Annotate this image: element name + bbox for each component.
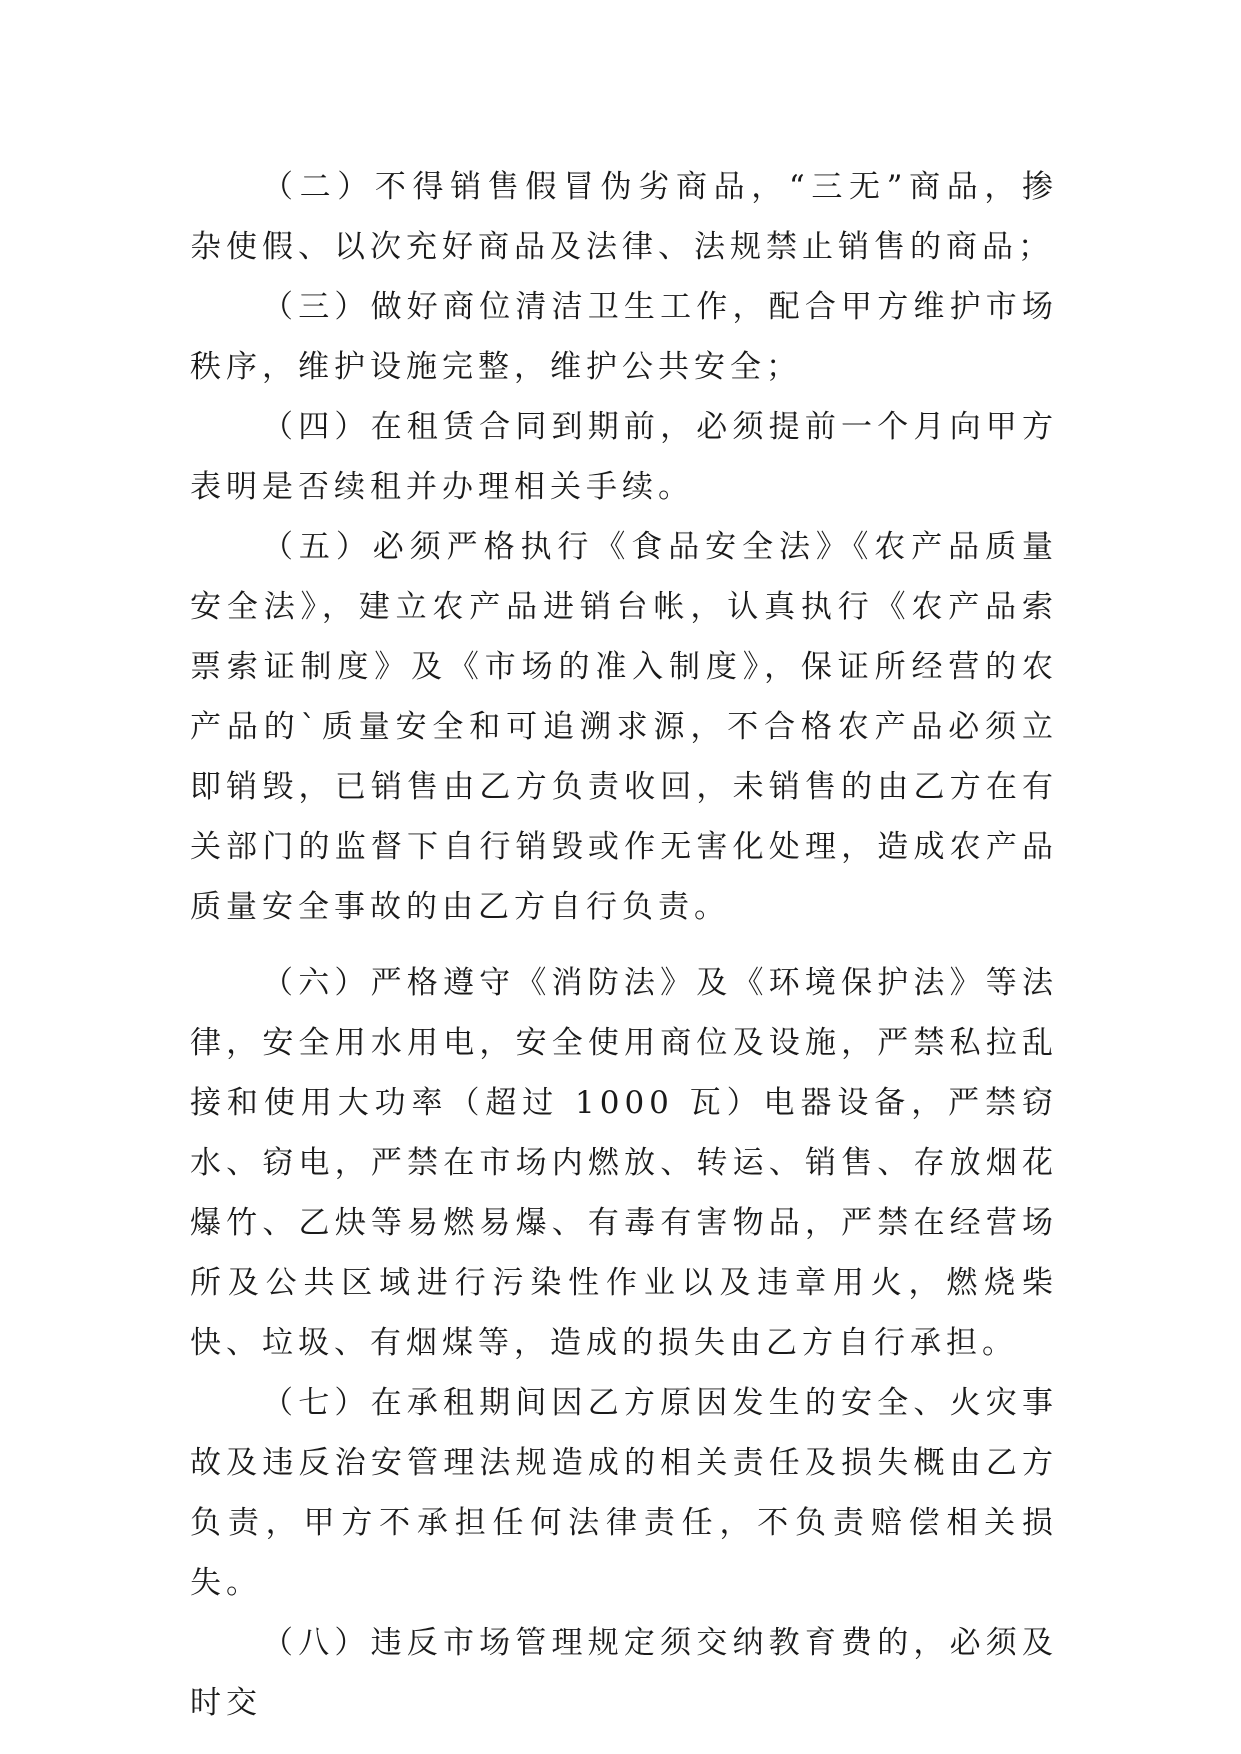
clause-2: （二）不得销售假冒伪劣商品，“三无”商品，掺杂使假、以次充好商品及法律、法规禁止销售的商品； bbox=[190, 169, 1058, 265]
clause-5: （五）必须严格执行《食品安全法》《农产品质量安全法》，建立农产品进销台帐，认真执行《农产品索票索证制度》及《市场的准入制度》，保证所经营的农产品的`质量安全和可追溯求源，不合格农产品必须立即销毁，已销售由乙方负责收回，未销售的由乙方在有关部门的监督下自行销毁或作无害化处理，造成农产品质量安全事故的由乙方自行负责。 bbox=[190, 529, 1058, 925]
clause-3: （三）做好商位清洁卫生工作，配合甲方维护市场秩序，维护设施完整，维护公共安全； bbox=[190, 289, 1058, 385]
clause-7: （七）在承租期间因乙方原因发生的安全、火灾事故及违反治安管理法规造成的相关责任及损失概由乙方负责，甲方不承担任何法律责任，不负责赔偿相关损失。 bbox=[190, 1385, 1058, 1601]
clause-8: （八）违反市场管理规定须交纳教育费的，必须及时交 bbox=[190, 1625, 1058, 1721]
document-body bbox=[190, 157, 1058, 1733]
clause-4: （四）在租赁合同到期前，必须提前一个月向甲方表明是否续租并办理相关手续。 bbox=[190, 409, 1058, 505]
clause-6: （六）严格遵守《消防法》及《环境保护法》等法律，安全用水用电，安全使用商位及设施，严禁私拉乱接和使用大功率（超过 1000 瓦）电器设备，严禁窃水、窃电，严禁在市场内燃放、转运、销售、存放烟花爆竹、乙炔等易燃易爆、有毒有害物品，严禁在经营场所及公共区域进行污染性作业以及违章用火，燃烧柴快、垃圾、有烟煤等，造成的损失由乙方自行承担。 bbox=[190, 965, 1058, 1361]
